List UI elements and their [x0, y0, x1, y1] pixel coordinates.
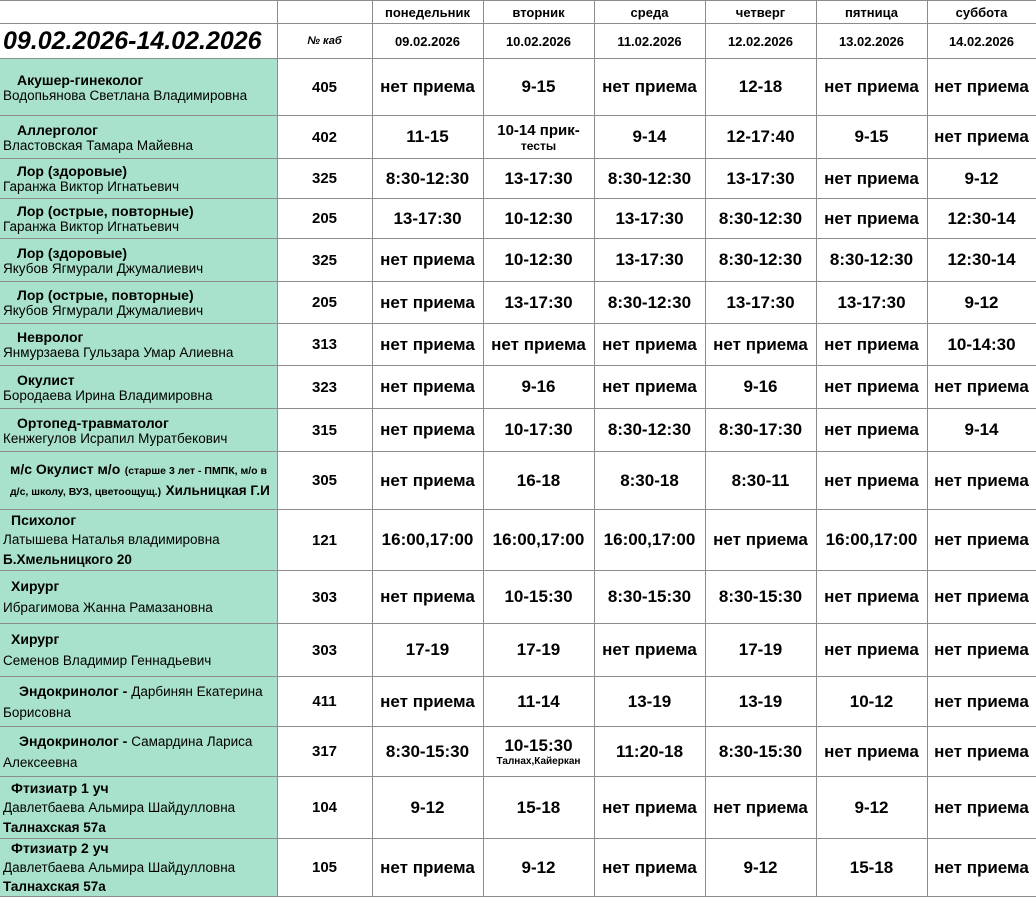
day-name-monday: понедельник	[372, 1, 483, 24]
schedule-saturday: нет приема	[927, 677, 1036, 727]
room-number: 313	[277, 324, 372, 366]
room-number: 121	[277, 510, 372, 571]
schedule-thursday: 12-17:40	[705, 116, 816, 159]
schedule-friday: нет приема	[816, 624, 927, 677]
specialty-label: Психолог	[11, 512, 77, 528]
schedule-friday: 15-18	[816, 839, 927, 897]
schedule-friday: 10-12	[816, 677, 927, 727]
specialty-label: Лор (острые, повторные)	[17, 203, 194, 219]
schedule-saturday: 9-14	[927, 409, 1036, 452]
schedule-friday: 8:30-12:30	[816, 239, 927, 282]
specialty-label: Эндокринолог -	[19, 682, 132, 699]
doctor-name: Якубов Ягмурали Джумалиевич	[3, 260, 204, 276]
schedule-monday: 8:30-12:30	[372, 159, 483, 199]
schedule-monday: 9-12	[372, 777, 483, 839]
schedule-saturday: 9-12	[927, 159, 1036, 199]
schedule-saturday: 10-14:30	[927, 324, 1036, 366]
doctor-cell	[0, 677, 277, 727]
schedule-monday: нет приема	[372, 239, 483, 282]
doctor-name: Самардина Лариса	[131, 733, 253, 749]
schedule-monday: нет приема	[372, 59, 483, 116]
schedule-wednesday: 8:30-15:30	[594, 571, 705, 624]
date-wednesday: 11.02.2026	[594, 24, 705, 59]
schedule-friday: 13-17:30	[816, 282, 927, 324]
specialty-label: Акушер-гинеколог	[17, 71, 144, 88]
schedule-thursday: 8:30-17:30	[705, 409, 816, 452]
schedule-monday: 8:30-15:30	[372, 727, 483, 777]
schedule-tuesday-note: тесты	[520, 138, 557, 153]
schedule-thursday: 13-17:30	[705, 159, 816, 199]
schedule-tuesday: 15-18	[483, 777, 594, 839]
schedule-friday: нет приема	[816, 324, 927, 366]
schedule-tuesday: 13-17:30	[483, 282, 594, 324]
table-row	[0, 452, 1036, 510]
doctor-name: Гаранжа Виктор Игнатьевич	[3, 219, 179, 234]
specialty-note-continued: д/с, школу, ВУЗ, цветоощущ.)	[10, 485, 162, 498]
schedule-friday: 9-15	[816, 116, 927, 159]
schedule-thursday: 9-12	[705, 839, 816, 897]
schedule-thursday: 13-19	[705, 677, 816, 727]
date-monday: 09.02.2026	[372, 24, 483, 59]
schedule-friday: нет приема	[816, 571, 927, 624]
schedule-tuesday: 17-19	[483, 624, 594, 677]
schedule-tuesday: 10-12:30	[483, 239, 594, 282]
specialty-line	[10, 460, 274, 481]
room-number: 317	[277, 727, 372, 777]
table-row	[0, 839, 1036, 897]
room-number: 405	[277, 59, 372, 116]
specialty-line	[3, 681, 274, 702]
schedule-tuesday-hours: 10-15:30	[504, 736, 573, 755]
schedule-monday: нет приема	[372, 282, 483, 324]
schedule-wednesday: нет приема	[594, 839, 705, 897]
schedule-monday: 17-19	[372, 624, 483, 677]
day-name-friday: пятница	[816, 1, 927, 24]
schedule-thursday: нет приема	[705, 777, 816, 839]
table-row	[0, 571, 1036, 624]
schedule-saturday: нет приема	[927, 452, 1036, 510]
schedule-monday: нет приема	[372, 571, 483, 624]
schedule-thursday: 13-17:30	[705, 282, 816, 324]
room-number: 325	[277, 239, 372, 282]
specialty-label: Невролог	[17, 329, 84, 345]
schedule-tuesday: 10-12:30	[483, 199, 594, 239]
doctor-name-continued: Алексеевна	[3, 754, 78, 770]
table-row	[0, 409, 1036, 452]
specialty-label: Фтизиатр 2 уч	[11, 840, 109, 856]
doctor-cell	[0, 159, 277, 199]
room-number: 205	[277, 199, 372, 239]
schedule-wednesday: нет приема	[594, 324, 705, 366]
table-row	[0, 777, 1036, 839]
doctor-cell	[0, 366, 277, 409]
doctor-name: Дарбинян Екатерина	[131, 683, 263, 699]
week-range-title: 09.02.2026-14.02.2026	[0, 24, 277, 59]
schedule-saturday: 9-12	[927, 282, 1036, 324]
schedule-wednesday: 13-19	[594, 677, 705, 727]
room-number: 105	[277, 839, 372, 897]
table-row	[0, 366, 1036, 409]
specialty-line	[3, 731, 274, 752]
schedule-saturday: нет приема	[927, 59, 1036, 116]
schedule-thursday: 8:30-12:30	[705, 199, 816, 239]
schedule-thursday: нет приема	[705, 324, 816, 366]
doctor-cell	[0, 116, 277, 159]
doctor-name: Янмурзаева Гульзара Умар Алиевна	[3, 345, 234, 360]
specialty-label: Эндокринолог -	[19, 732, 132, 749]
doctor-cell	[0, 777, 277, 839]
day-name-wednesday: среда	[594, 1, 705, 24]
schedule-tuesday: 9-12	[483, 839, 594, 897]
schedule-wednesday: нет приема	[594, 624, 705, 677]
specialty-label: Лор (острые, повторные)	[17, 287, 194, 303]
day-names-row	[0, 1, 1036, 24]
corner-empty-cell	[0, 1, 277, 24]
specialty-label: Лор (здоровые)	[17, 244, 127, 261]
schedule-monday: 13-17:30	[372, 199, 483, 239]
schedule-thursday: 12-18	[705, 59, 816, 116]
schedule-monday: нет приема	[372, 677, 483, 727]
day-name-saturday: суббота	[927, 1, 1036, 24]
table-row	[0, 199, 1036, 239]
schedule-thursday: 8:30-15:30	[705, 727, 816, 777]
schedule-tuesday: нет приема	[483, 324, 594, 366]
room-number: 104	[277, 777, 372, 839]
schedule-wednesday: 9-14	[594, 116, 705, 159]
doctor-name: Гаранжа Виктор Игнатьевич	[3, 179, 179, 194]
schedule-tuesday-hours: 10-14 прик-	[497, 121, 580, 139]
schedule-wednesday: 8:30-12:30	[594, 409, 705, 452]
table-row	[0, 677, 1036, 727]
date-saturday: 14.02.2026	[927, 24, 1036, 59]
schedule-saturday: 12:30-14	[927, 199, 1036, 239]
specialty-note: (старше 3 лет - ПМПК, м/о в	[124, 464, 267, 477]
dates-row	[0, 24, 1036, 59]
schedule-saturday: нет приема	[927, 777, 1036, 839]
schedule-tuesday-note: Талнах,Кайеркан	[496, 756, 581, 767]
doctor-name: Ибрагимова Жанна Рамазановна	[3, 600, 213, 615]
table-row	[0, 159, 1036, 199]
doctor-cell	[0, 59, 277, 116]
doctor-name-continued: Борисовна	[3, 704, 71, 720]
room-number: 323	[277, 366, 372, 409]
schedule-tuesday: 16-18	[483, 452, 594, 510]
schedule-tuesday: 10-15:30	[483, 571, 594, 624]
schedule-wednesday: нет приема	[594, 59, 705, 116]
schedule-thursday: 8:30-11	[705, 452, 816, 510]
schedule-thursday: 8:30-15:30	[705, 571, 816, 624]
schedule-friday: 9-12	[816, 777, 927, 839]
schedule-friday: нет приема	[816, 409, 927, 452]
schedule-tuesday: 11-14	[483, 677, 594, 727]
doctor-cell	[0, 727, 277, 777]
schedule-tuesday: 9-16	[483, 366, 594, 409]
day-name-tuesday: вторник	[483, 1, 594, 24]
schedule-friday: нет приема	[816, 199, 927, 239]
schedule-wednesday: 8:30-12:30	[594, 282, 705, 324]
doctor-cell	[0, 452, 277, 510]
doctor-name: Давлетбаева Альмира Шайдулловна	[3, 860, 236, 875]
specialty-label: Окулист	[17, 371, 75, 388]
room-column-header: № каб	[277, 24, 372, 59]
table-row	[0, 727, 1036, 777]
schedule-wednesday: 13-17:30	[594, 239, 705, 282]
specialty-label: Хирург	[11, 578, 60, 594]
doctor-name: Властовская Тамара Майевна	[3, 137, 194, 153]
schedule-saturday: нет приема	[927, 510, 1036, 571]
table-row	[0, 116, 1036, 159]
schedule-wednesday: 8:30-12:30	[594, 159, 705, 199]
schedule-wednesday: нет приема	[594, 366, 705, 409]
specialty-label: Фтизиатр 1 уч	[11, 779, 109, 796]
schedule-wednesday: нет приема	[594, 777, 705, 839]
doctor-name: Латышева Наталья владимировна	[3, 532, 220, 547]
room-number: 411	[277, 677, 372, 727]
schedule-saturday: нет приема	[927, 366, 1036, 409]
doctor-cell	[0, 199, 277, 239]
schedule-monday: нет приема	[372, 452, 483, 510]
schedule-tuesday: 10-17:30	[483, 409, 594, 452]
schedule-friday: нет приема	[816, 59, 927, 116]
schedule-saturday: нет приема	[927, 727, 1036, 777]
doctor-name: Водопьянова Светлана Владимировна	[3, 87, 248, 103]
doctor-cell	[0, 324, 277, 366]
address-label: Талнахская 57а	[3, 819, 106, 835]
schedule-tuesday	[483, 116, 594, 159]
table-row	[0, 324, 1036, 366]
doctor-name: Давлетбаева Альмира Шайдулловна	[3, 799, 236, 815]
room-number: 303	[277, 624, 372, 677]
schedule-thursday: 17-19	[705, 624, 816, 677]
doctor-cell	[0, 624, 277, 677]
table-row	[0, 624, 1036, 677]
schedule-wednesday: 13-17:30	[594, 199, 705, 239]
doctor-name: Кенжегулов Исрапил Муратбекович	[3, 430, 228, 446]
schedule-friday: нет приема	[816, 452, 927, 510]
schedule-monday: нет приема	[372, 324, 483, 366]
schedule-tuesday	[483, 727, 594, 777]
doctor-cell	[0, 839, 277, 897]
schedule-wednesday: 11:20-18	[594, 727, 705, 777]
specialty-label: Хирург	[11, 631, 60, 647]
schedule-monday: 16:00,17:00	[372, 510, 483, 571]
room-header-empty-cell	[277, 1, 372, 24]
schedule-saturday: нет приема	[927, 624, 1036, 677]
schedule-saturday: 12:30-14	[927, 239, 1036, 282]
specialty-label: Аллерголог	[17, 121, 98, 138]
schedule-tuesday: 13-17:30	[483, 159, 594, 199]
doctor-cell	[0, 510, 277, 571]
schedule-monday: нет приема	[372, 839, 483, 897]
doctor-cell	[0, 239, 277, 282]
schedule-thursday: нет приема	[705, 510, 816, 571]
schedule-saturday: нет приема	[927, 116, 1036, 159]
doctor-name: Хильницкая Г.И	[165, 482, 270, 498]
schedule-saturday: нет приема	[927, 571, 1036, 624]
address-label: Б.Хмельницкого 20	[3, 552, 132, 567]
specialty-label: Ортопед-травматолог	[17, 414, 169, 431]
schedule-tuesday: 9-15	[483, 59, 594, 116]
address-label: Талнахская 57а	[3, 879, 106, 894]
day-name-thursday: четверг	[705, 1, 816, 24]
doctor-cell	[0, 409, 277, 452]
schedule-wednesday: 8:30-18	[594, 452, 705, 510]
schedule-friday: нет приема	[816, 727, 927, 777]
doctor-cell	[0, 571, 277, 624]
schedule-friday: нет приема	[816, 159, 927, 199]
doctor-name: Бородаева Ирина Владимировна	[3, 387, 213, 403]
room-number: 205	[277, 282, 372, 324]
specialty-note-line	[10, 481, 274, 502]
schedule-friday: 16:00,17:00	[816, 510, 927, 571]
specialty-label: Лор (здоровые)	[17, 163, 127, 179]
doctor-name: Семенов Владимир Геннадьевич	[3, 653, 212, 668]
schedule-thursday: 9-16	[705, 366, 816, 409]
date-tuesday: 10.02.2026	[483, 24, 594, 59]
table-row	[0, 282, 1036, 324]
room-number: 303	[277, 571, 372, 624]
schedule-monday: 11-15	[372, 116, 483, 159]
date-friday: 13.02.2026	[816, 24, 927, 59]
specialty-label: м/с Окулист м/о	[10, 460, 121, 477]
table-row	[0, 59, 1036, 116]
room-number: 402	[277, 116, 372, 159]
schedule-tuesday: 16:00,17:00	[483, 510, 594, 571]
schedule-monday: нет приема	[372, 409, 483, 452]
schedule-saturday: нет приема	[927, 839, 1036, 897]
doctor-name: Якубов Ягмурали Джумалиевич	[3, 303, 204, 318]
schedule-monday: нет приема	[372, 366, 483, 409]
date-thursday: 12.02.2026	[705, 24, 816, 59]
schedule-thursday: 8:30-12:30	[705, 239, 816, 282]
table-row	[0, 510, 1036, 571]
room-number: 325	[277, 159, 372, 199]
doctor-cell	[0, 282, 277, 324]
room-number: 315	[277, 409, 372, 452]
room-number: 305	[277, 452, 372, 510]
table-row	[0, 239, 1036, 282]
schedule-friday: нет приема	[816, 366, 927, 409]
schedule-wednesday: 16:00,17:00	[594, 510, 705, 571]
